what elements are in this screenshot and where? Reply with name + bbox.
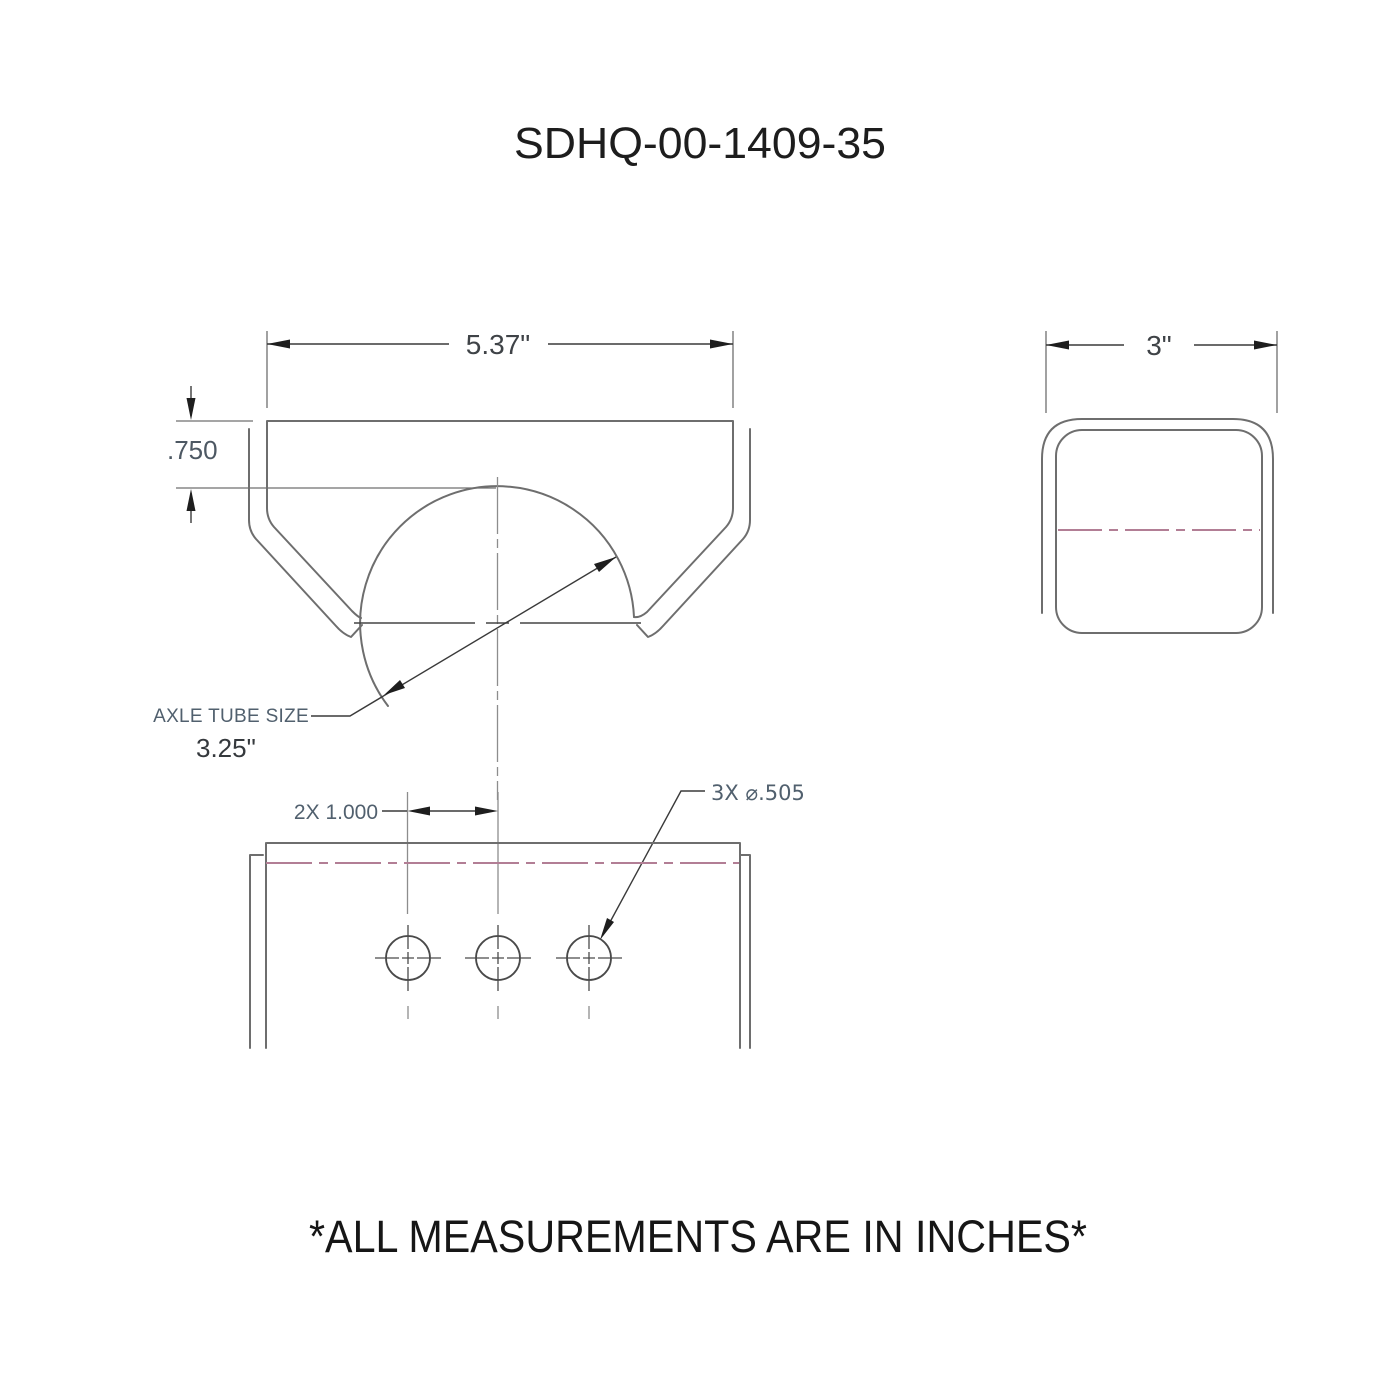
dim-thickness-value: .750 — [167, 435, 218, 465]
dim-hole-spacing-value: 2X 1.000 — [293, 801, 378, 824]
side-inner-profile — [1056, 430, 1262, 633]
dim-side-width-value: 3" — [1146, 330, 1172, 361]
dim-width-value: 5.37" — [465, 329, 531, 360]
arrowhead-down — [187, 398, 196, 420]
front-back-flange-left — [249, 429, 362, 637]
axle-tube-label: AXLE TUBE SIZE — [153, 706, 309, 727]
center-mark — [465, 925, 531, 991]
arrowhead-right — [710, 340, 733, 349]
dim-side-width — [1046, 330, 1277, 413]
dim-overall-width — [267, 329, 733, 408]
front-part-outline — [267, 421, 733, 618]
dim-hole-spacing — [294, 792, 498, 914]
drawing-title: SDHQ-00-1409-35 — [514, 119, 886, 168]
front-view — [153, 329, 750, 800]
arrowhead-up — [187, 489, 196, 511]
arrowhead-upper — [594, 557, 616, 572]
center-mark — [556, 925, 622, 991]
leader-line — [311, 557, 616, 716]
bottom-view — [250, 781, 805, 1048]
dim-hole-diameter-value: 3X ⌀.505 — [711, 781, 805, 805]
hole-2 — [465, 925, 531, 1019]
arrowhead-left — [408, 807, 431, 816]
center-mark — [375, 925, 441, 991]
axle-tube-leader — [153, 557, 616, 763]
arrowhead-left — [267, 340, 290, 349]
side-outer-profile — [1042, 419, 1273, 613]
arrowhead-left — [1046, 341, 1069, 350]
side-view — [1042, 330, 1277, 633]
measurements-note: *ALL MEASUREMENTS ARE IN INCHES* — [309, 1211, 1087, 1262]
axle-tube-size-value: 3.25" — [196, 733, 256, 763]
arrowhead-right — [475, 807, 498, 816]
dim-plate-thickness — [167, 386, 496, 523]
hole-3 — [556, 925, 622, 1019]
hole-diameter-leader — [600, 781, 805, 940]
arrowhead-lower — [384, 680, 405, 695]
arrowhead-right — [1254, 341, 1277, 350]
hole-1 — [375, 925, 441, 1019]
arrowhead — [600, 918, 614, 940]
